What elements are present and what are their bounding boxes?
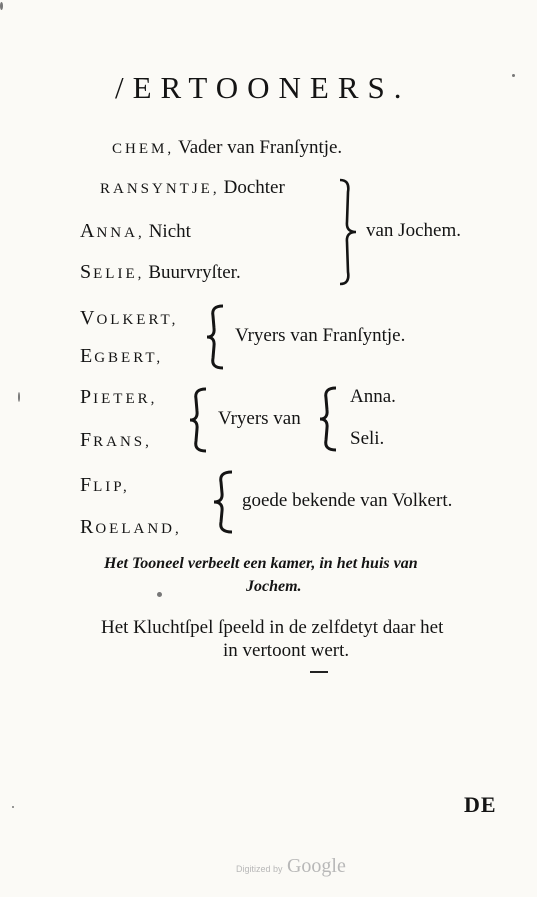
cast-entry-egbert <box>80 345 163 368</box>
cast-name-initial: P <box>80 386 94 408</box>
cast-entry-frans <box>80 429 152 452</box>
cast-name: OLKERT, <box>96 312 179 328</box>
print-speck <box>512 74 515 77</box>
print-speck <box>12 806 14 808</box>
brace-left <box>188 387 210 453</box>
cast-name-initial: F <box>80 429 94 451</box>
page-title: /ERTOONERS. <box>115 70 411 105</box>
cast-entry-flip <box>80 474 130 497</box>
cast-name: CHEM, <box>112 141 175 157</box>
cast-description: Dochter <box>223 177 285 198</box>
brace-right <box>336 178 360 286</box>
group-label-van-jochem: van Jochem. <box>366 220 461 241</box>
watermark-logo: Google <box>286 855 346 877</box>
cast-description: Buurvryſter. <box>148 262 241 283</box>
cast-name: RANSYNTJE, <box>100 181 220 197</box>
note-line-2: in vertoont wert. <box>223 640 350 661</box>
cast-entry-ransyntje <box>100 177 285 199</box>
setting-line-1: Het Tooneel verbeelt een kamer, in het huis van <box>104 555 418 572</box>
note-line-1: Het Kluchtſpel ſpeeld in de zelfdetyt daar het <box>101 617 444 638</box>
cast-name-initial: A <box>80 220 97 242</box>
print-speck <box>157 592 162 597</box>
cast-entry-selie <box>80 261 241 284</box>
cast-entry-volkert <box>80 307 178 330</box>
catchword: DE <box>464 792 497 817</box>
print-speck <box>0 2 3 10</box>
cast-name: IETER, <box>93 391 158 407</box>
group-item-anna: Anna. <box>350 386 396 407</box>
divider-rule <box>310 671 328 673</box>
cast-name: LIP, <box>93 479 130 495</box>
cast-name: ELIE, <box>93 266 145 282</box>
brace-right <box>318 386 340 452</box>
print-speck <box>18 392 20 402</box>
cast-entry-roeland <box>80 516 182 539</box>
cast-description: Nicht <box>148 221 191 242</box>
cast-name: RANS, <box>93 434 152 450</box>
cast-name: OELAND, <box>95 521 182 537</box>
group-item-seli: Seli. <box>350 428 385 449</box>
watermark <box>236 855 346 878</box>
group-label-goede-bekende: goede bekende van Volkert. <box>242 490 453 511</box>
setting-line-2: Jochem. <box>246 578 302 595</box>
cast-name-initial: R <box>80 516 96 538</box>
cast-name-initial: E <box>80 345 95 367</box>
cast-entry-pieter <box>80 386 157 409</box>
cast-name: GBERT, <box>94 350 164 366</box>
cast-name-initial: F <box>80 474 94 496</box>
cast-entry-chem <box>112 137 342 159</box>
brace-left <box>205 304 227 370</box>
group-label-vryers-van: Vryers van <box>218 408 301 429</box>
cast-name-initial: V <box>80 307 97 329</box>
cast-name: NNA, <box>96 225 145 241</box>
brace-left <box>212 470 236 534</box>
watermark-prefix: Digitized by <box>236 864 283 874</box>
group-label-vryers-fransyntje: Vryers van Franſyntje. <box>235 325 406 346</box>
cast-name-initial: S <box>80 261 94 283</box>
cast-entry-anna <box>80 220 191 243</box>
cast-description: Vader van Franſyntje. <box>178 137 343 158</box>
